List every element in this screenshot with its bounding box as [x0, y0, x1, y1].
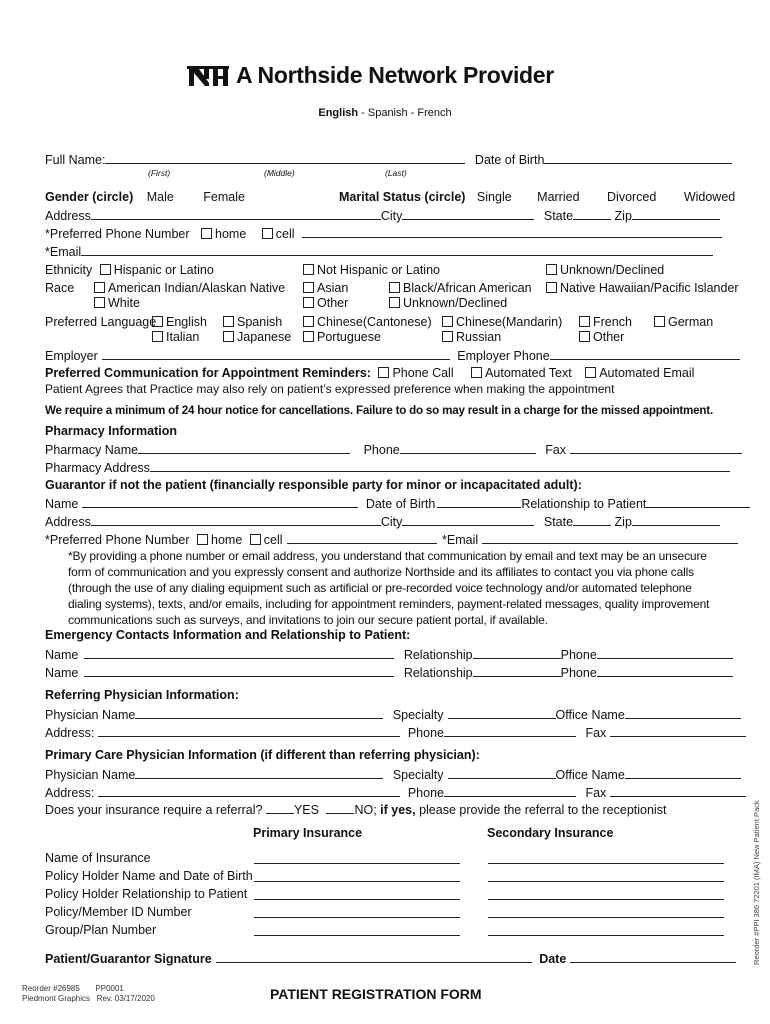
full-name-row	[45, 152, 732, 167]
hispanic-checkbox[interactable]	[100, 264, 111, 275]
emergency-relationship-label: Relationship	[403, 666, 473, 680]
referring-address-row	[45, 725, 746, 740]
revision-date: Rev. 03/17/2020	[96, 994, 155, 1003]
referral-instruction-label: please provide the referral to the receptionist	[415, 803, 667, 817]
form-code: PP0001	[95, 984, 124, 993]
guarantor-name-label: Name	[45, 497, 79, 511]
referring-physician-row	[45, 707, 741, 722]
communication-consent-text: *By providing a phone number or email address, you understand that communication by email and text may be an unsecure form of communication and you expressly consent and authorize Northside and its affiliates to contact you via phone calls (through the use of any dialing equipment such as artificial or pre-recorded voice technology and/or automated telephone dialing systems), texts, and/or emails, including for appointment reminders, payment-related messages, quality improvement communications such as surveys, and invitations to join our secure patient portal, if available.	[68, 549, 710, 627]
lang-mandarin-label: Chinese(Mandarin)	[456, 315, 563, 329]
lang-italian-option	[152, 330, 199, 344]
race-unknown-checkbox[interactable]	[389, 297, 400, 308]
primary-relationship-field[interactable]	[254, 888, 460, 900]
signature-label: Patient/Guarantor Signature	[45, 952, 212, 966]
employer-phone-field[interactable]	[550, 348, 740, 360]
guarantor-city-field[interactable]	[402, 514, 534, 526]
lang-german-label: German	[668, 315, 714, 329]
lang-other-label: Other	[593, 330, 625, 344]
pharmacy-phone-label: Phone	[363, 443, 400, 457]
referring-office-field[interactable]	[625, 707, 741, 719]
lang-french-label: French	[593, 315, 632, 329]
pharmacy-address-field[interactable]	[150, 460, 730, 472]
guarantor-home-label: home	[211, 533, 243, 547]
pcp-fax-field[interactable]	[610, 785, 746, 797]
primary-member-id-field[interactable]	[254, 906, 460, 918]
emergency-phone-field[interactable]	[597, 665, 733, 677]
lang-spanish-checkbox[interactable]	[223, 316, 234, 327]
emergency-contact-row-2	[45, 665, 733, 680]
emergency-phone-label: Phone	[560, 648, 597, 662]
lang-french-checkbox[interactable]	[579, 316, 590, 327]
referring-phone-label: Phone	[407, 726, 444, 740]
marital-widowed-option[interactable]: Widowed	[683, 190, 736, 204]
emergency-name-field[interactable]	[84, 647, 394, 659]
guarantor-heading: Guarantor if not the patient (financially responsible party for minor or incapacitated adult):	[45, 478, 582, 492]
primary-insurance-heading: Primary Insurance	[253, 826, 363, 840]
referring-specialty-field[interactable]	[448, 707, 556, 719]
gender-female-option[interactable]: Female	[203, 190, 245, 204]
lang-french-option	[579, 315, 632, 329]
phone-row	[45, 226, 722, 241]
referral-question-row	[45, 802, 666, 817]
pharmacy-name-row	[45, 442, 742, 457]
pharmacy-heading: Pharmacy Information	[45, 424, 177, 438]
referral-yes-field[interactable]	[266, 802, 294, 814]
reorder-number: Reorder #26985	[22, 984, 80, 993]
pcp-address-label: Address:	[45, 786, 95, 800]
insurance-row-member-id	[45, 905, 192, 919]
dob-label: Date of Birth	[474, 153, 545, 167]
lang-japanese-label: Japanese	[237, 330, 292, 344]
pcp-specialty-field[interactable]	[448, 767, 556, 779]
american-indian-label: American Indian/Alaskan Native	[108, 281, 286, 295]
language-row	[45, 315, 156, 329]
guarantor-city-label: City	[380, 515, 403, 529]
ethnicity-unknown-checkbox[interactable]	[546, 264, 557, 275]
asian-label: Asian	[317, 281, 349, 295]
signature-field[interactable]	[216, 951, 532, 963]
lang-mandarin-checkbox[interactable]	[442, 316, 453, 327]
language-label: Preferred Language	[45, 315, 157, 329]
pcp-address-field[interactable]	[98, 785, 400, 797]
referring-address-label: Address:	[45, 726, 95, 740]
last-sublabel: (Last)	[385, 168, 407, 178]
pcp-fax-label: Fax	[585, 786, 607, 800]
pharmacy-address-row	[45, 460, 730, 475]
referring-address-field[interactable]	[98, 725, 400, 737]
phone-label: *Preferred Phone Number	[45, 227, 190, 241]
secondary-insurance-heading: Secondary Insurance	[487, 826, 614, 840]
referring-physician-field[interactable]	[135, 707, 383, 719]
race-american-indian-option	[94, 281, 285, 295]
emergency-name-label: Name	[45, 648, 79, 662]
referring-physician-label: Physician Name	[45, 708, 136, 722]
lang-cantonese-option	[303, 315, 432, 329]
race-asian-option	[303, 281, 348, 295]
signature-date-label: Date	[539, 952, 567, 966]
lang-spanish-option	[223, 315, 282, 329]
emergency-name-label: Name	[45, 666, 79, 680]
guarantor-email-field[interactable]	[482, 532, 738, 544]
lang-german-checkbox[interactable]	[654, 316, 665, 327]
lang-spanish-label: Spanish	[237, 315, 283, 329]
home-label: home	[215, 227, 247, 241]
emergency-heading: Emergency Contacts Information and Relationship to Patient:	[45, 628, 411, 642]
first-sublabel: (First)	[148, 168, 171, 178]
address-row	[45, 208, 720, 223]
pcp-phone-label: Phone	[407, 786, 444, 800]
pharmacy-address-label: Pharmacy Address	[45, 461, 150, 475]
referring-fax-label: Fax	[585, 726, 607, 740]
native-hawaiian-checkbox[interactable]	[546, 282, 557, 293]
guarantor-zip-field[interactable]	[632, 514, 720, 526]
referring-specialty-label: Specialty	[392, 708, 444, 722]
state-field[interactable]	[573, 208, 611, 220]
emergency-phone-label: Phone	[560, 666, 597, 680]
guarantor-name-field[interactable]	[82, 496, 358, 508]
full-name-field[interactable]	[105, 152, 465, 164]
race-white-option	[94, 296, 140, 310]
pharmacy-fax-field[interactable]	[570, 442, 742, 454]
address-label: Address	[45, 209, 91, 223]
not-hispanic-option	[303, 263, 440, 277]
state-label: State	[543, 209, 574, 223]
guarantor-zip-label: Zip	[614, 515, 632, 529]
pcp-physician-row	[45, 767, 741, 782]
emergency-relationship-label: Relationship	[403, 648, 473, 662]
marital-row	[339, 190, 735, 204]
ethnicity-unknown-label: Unknown/Declined	[560, 263, 665, 277]
insurance-row-group	[45, 923, 156, 937]
ethnicity-row	[45, 263, 214, 277]
insurance-row-name	[45, 851, 151, 865]
race-unknown-option	[389, 296, 507, 310]
guarantor-dob-field[interactable]	[437, 496, 521, 508]
emergency-relationship-field[interactable]	[473, 647, 561, 659]
full-name-label: Full Name:	[45, 153, 106, 167]
phone-call-label: Phone Call	[392, 366, 454, 380]
side-reorder-text: Reorder #PPI 386 72201 (IMA) New Patient Pack	[752, 800, 761, 965]
pcp-address-row	[45, 785, 746, 800]
race-unknown-label: Unknown/Declined	[403, 296, 508, 310]
lang-japanese-option	[223, 330, 291, 344]
guarantor-relationship-field[interactable]	[646, 496, 750, 508]
cell-checkbox[interactable]	[262, 228, 273, 239]
pharmacy-name-label: Pharmacy Name	[45, 443, 139, 457]
guarantor-phone-row	[45, 532, 738, 547]
guarantor-address-row	[45, 514, 720, 529]
guarantor-phone-field[interactable]	[287, 532, 437, 544]
insurance-name-label: Name of Insurance	[45, 851, 151, 865]
phone-field[interactable]	[302, 226, 722, 238]
emergency-phone-field[interactable]	[597, 647, 733, 659]
guarantor-name-row	[45, 496, 750, 511]
gender-male-option[interactable]: Male	[146, 190, 174, 204]
phone-call-checkbox[interactable]	[378, 367, 389, 378]
language-options	[0, 107, 770, 119]
city-label: City	[380, 209, 403, 223]
zip-label: Zip	[614, 209, 632, 223]
guarantor-state-label: State	[543, 515, 574, 529]
communication-label: Preferred Communication for Appointment Reminders:	[45, 366, 371, 380]
home-checkbox[interactable]	[201, 228, 212, 239]
lang-japanese-checkbox[interactable]	[223, 331, 234, 342]
communication-row	[45, 366, 694, 380]
secondary-group-field[interactable]	[488, 924, 724, 936]
employer-phone-label: Employer Phone	[457, 349, 550, 363]
race-label: Race	[45, 281, 75, 295]
primary-insurance-name-field[interactable]	[254, 852, 460, 864]
ethnicity-unknown-option	[546, 263, 664, 277]
gender-row	[45, 190, 245, 204]
lang-cantonese-label: Chinese(Cantonese)	[317, 315, 432, 329]
guarantor-address-label: Address	[45, 515, 91, 529]
member-id-label: Policy/Member ID Number	[45, 905, 192, 919]
auto-text-label: Automated Text	[485, 366, 572, 380]
marital-label: Marital Status (circle)	[339, 190, 466, 204]
race-other-checkbox[interactable]	[303, 297, 314, 308]
lang-italian-label: Italian	[166, 330, 200, 344]
referring-fax-field[interactable]	[610, 725, 746, 737]
race-other-option	[303, 296, 348, 310]
pcp-phone-field[interactable]	[444, 785, 576, 797]
race-native-hawaiian-option	[546, 281, 739, 295]
referral-question-label: Does your insurance require a referral?	[45, 803, 266, 817]
employer-row	[45, 348, 740, 363]
guarantor-home-checkbox[interactable]	[197, 534, 208, 545]
ethnicity-label: Ethnicity	[45, 263, 93, 277]
lang-english-option	[152, 315, 207, 329]
race-other-label: Other	[317, 296, 349, 310]
lang-cantonese-checkbox[interactable]	[303, 316, 314, 327]
auto-email-label: Automated Email	[599, 366, 695, 380]
referring-office-label: Office Name	[555, 708, 625, 722]
race-row	[45, 281, 74, 295]
printer-name: Piedmont Graphics	[22, 994, 91, 1003]
guarantor-relationship-label: Relationship to Patient	[521, 497, 647, 511]
pcp-office-label: Office Name	[555, 768, 625, 782]
primary-care-heading: Primary Care Physician Information (if different than referring physician):	[45, 748, 480, 762]
secondary-insurance-name-field[interactable]	[488, 852, 724, 864]
marital-married-option[interactable]: Married	[537, 190, 580, 204]
language-others-label[interactable]: - Spanish - French	[358, 107, 452, 119]
pcp-office-field[interactable]	[625, 767, 741, 779]
primary-policy-holder-field[interactable]	[254, 870, 460, 882]
city-field[interactable]	[402, 208, 534, 220]
not-hispanic-label: Not Hispanic or Latino	[317, 263, 440, 277]
lang-russian-option	[442, 330, 501, 344]
lang-portuguese-label: Portuguese	[317, 330, 381, 344]
email-label: *Email	[45, 245, 82, 259]
pcp-physician-label: Physician Name	[45, 768, 136, 782]
emergency-name-field[interactable]	[84, 665, 394, 677]
language-english-label[interactable]: English	[318, 107, 359, 119]
auto-text-checkbox[interactable]	[471, 367, 482, 378]
page-title: A Northside Network Provider	[236, 62, 554, 88]
auto-email-checkbox[interactable]	[585, 367, 596, 378]
emergency-relationship-field[interactable]	[473, 665, 561, 677]
secondary-policy-holder-field[interactable]	[488, 870, 724, 882]
white-checkbox[interactable]	[94, 297, 105, 308]
pcp-physician-field[interactable]	[135, 767, 383, 779]
address-field[interactable]	[91, 208, 381, 220]
guarantor-cell-checkbox[interactable]	[250, 534, 261, 545]
referring-phone-field[interactable]	[444, 725, 576, 737]
guarantor-state-field[interactable]	[573, 514, 611, 526]
footer-reorder-info	[22, 984, 155, 1004]
lang-other-option	[579, 330, 624, 344]
referral-ifyes-label: if yes,	[380, 803, 416, 817]
native-hawaiian-label: Native Hawaiian/Pacific Islander	[560, 281, 739, 295]
pcp-specialty-label: Specialty	[392, 768, 444, 782]
guarantor-email-label: *Email	[442, 533, 479, 547]
form-title: PATIENT REGISTRATION FORM	[270, 986, 482, 1002]
black-checkbox[interactable]	[389, 282, 400, 293]
pharmacy-phone-field[interactable]	[400, 442, 536, 454]
hispanic-label: Hispanic or Latino	[113, 263, 214, 277]
lang-english-checkbox[interactable]	[152, 316, 163, 327]
northside-logo-icon	[187, 65, 229, 87]
guarantor-dob-label: Date of Birth	[365, 497, 436, 511]
email-row	[45, 244, 713, 259]
lang-russian-label: Russian	[456, 330, 502, 344]
cell-label: cell	[275, 227, 295, 241]
lang-russian-checkbox[interactable]	[442, 331, 453, 342]
referring-heading: Referring Physician Information:	[45, 688, 239, 702]
employer-field[interactable]	[102, 348, 450, 360]
signature-date-field[interactable]	[570, 951, 736, 963]
race-black-option	[389, 281, 532, 295]
policy-holder-label: Policy Holder Name and Date of Birth	[45, 869, 253, 883]
gender-label: Gender (circle)	[45, 190, 134, 204]
guarantor-phone-label: *Preferred Phone Number	[45, 533, 190, 547]
insurance-row-relationship	[45, 887, 247, 901]
referral-no-label: NO;	[354, 803, 381, 817]
american-indian-checkbox[interactable]	[94, 282, 105, 293]
zip-field[interactable]	[632, 208, 720, 220]
secondary-relationship-field[interactable]	[488, 888, 724, 900]
lang-german-option	[654, 315, 713, 329]
middle-sublabel: (Middle)	[264, 168, 295, 178]
marital-divorced-option[interactable]: Divorced	[607, 190, 657, 204]
white-label: White	[108, 296, 140, 310]
not-hispanic-checkbox[interactable]	[303, 264, 314, 275]
black-label: Black/African American	[403, 281, 532, 295]
lang-english-label: English	[166, 315, 207, 329]
group-plan-label: Group/Plan Number	[45, 923, 157, 937]
lang-italian-checkbox[interactable]	[152, 331, 163, 342]
lang-portuguese-checkbox[interactable]	[303, 331, 314, 342]
guarantor-cell-label: cell	[263, 533, 283, 547]
insurance-row-holder	[45, 869, 253, 883]
emergency-contact-row-1	[45, 647, 733, 662]
lang-mandarin-option	[442, 315, 562, 329]
referral-yes-label: YES	[293, 803, 319, 817]
lang-other-checkbox[interactable]	[579, 331, 590, 342]
employer-label: Employer	[45, 349, 98, 363]
holder-relationship-label: Policy Holder Relationship to Patient	[45, 887, 248, 901]
dob-field[interactable]	[544, 152, 732, 164]
referral-no-field[interactable]	[326, 802, 354, 814]
pharmacy-name-field[interactable]	[138, 442, 350, 454]
signature-row	[45, 951, 736, 966]
secondary-member-id-field[interactable]	[488, 906, 724, 918]
asian-checkbox[interactable]	[303, 282, 314, 293]
communication-agree-text: Patient Agrees that Practice may also rely on patient’s expressed preference when making the appointment	[45, 382, 615, 396]
lang-portuguese-option	[303, 330, 381, 344]
pharmacy-fax-label: Fax	[545, 443, 567, 457]
marital-single-option[interactable]: Single	[476, 190, 512, 204]
primary-group-field[interactable]	[254, 924, 460, 936]
email-field[interactable]	[81, 244, 713, 256]
cancellation-notice: We require a minimum of 24 hour notice for cancellations. Failure to do so may result in a charge for the missed appointment.	[45, 404, 713, 417]
guarantor-address-field[interactable]	[91, 514, 381, 526]
